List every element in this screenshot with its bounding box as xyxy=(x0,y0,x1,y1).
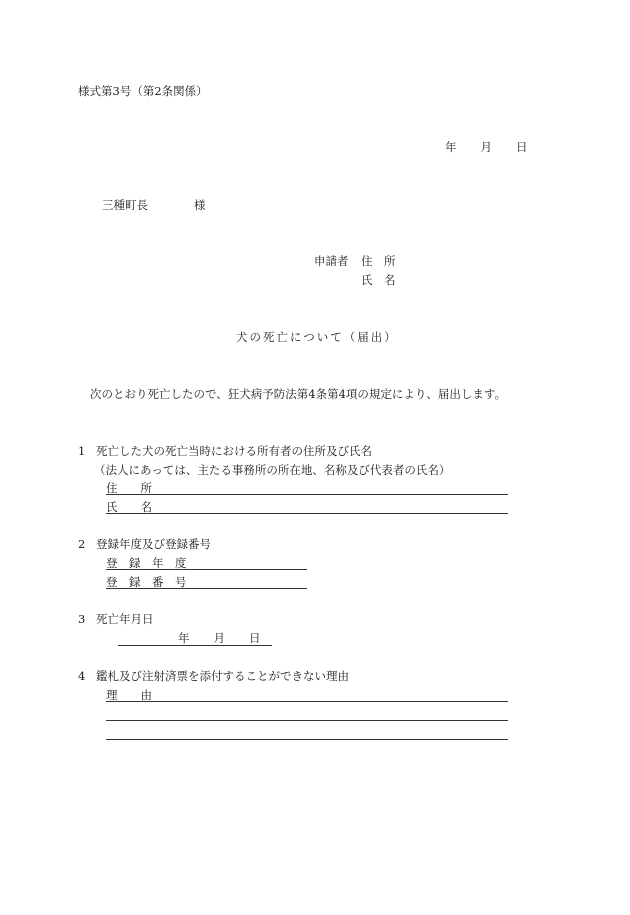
section-1-note: （法人にあっては、主たる事務所の所在地、名称及び代表者の氏名） xyxy=(94,463,451,477)
date-year-label: 年 xyxy=(445,140,457,154)
section-2-heading: 登録年度及び登録番号 xyxy=(96,537,211,551)
section-1-name-label: 氏 名 xyxy=(106,500,152,514)
date-line xyxy=(445,142,528,154)
section-2-year-label: 登 録 年 度 xyxy=(106,556,187,570)
section-1-address-line[interactable] xyxy=(106,494,508,495)
section-3-day-label: 日 xyxy=(249,631,261,645)
section-4-heading: 鑑札及び注射済票を添付することができない理由 xyxy=(96,669,349,683)
section-4-reason-label: 理 由 xyxy=(106,688,152,702)
section-1-address-label: 住 所 xyxy=(106,481,152,495)
section-1-number: 1 xyxy=(78,444,86,458)
section-2-year-line[interactable] xyxy=(106,569,307,570)
section-2-number-label: 登 録 番 号 xyxy=(106,575,187,589)
applicant-address-label: 住 所 xyxy=(361,254,396,268)
section-1-heading: 死亡した犬の死亡当時における所有者の住所及び氏名 xyxy=(96,444,372,458)
applicant-label: 申請者 xyxy=(314,254,349,268)
section-3-date-line[interactable] xyxy=(118,645,272,646)
addressee-name: 三種町長 xyxy=(102,198,148,212)
section-3-heading: 死亡年月日 xyxy=(96,612,154,626)
section-2-number-line[interactable] xyxy=(106,588,307,589)
section-1-name-line[interactable] xyxy=(106,513,508,514)
section-4-reason-line-3[interactable] xyxy=(106,739,508,740)
addressee-honorific: 様 xyxy=(194,198,206,212)
section-4-number: 4 xyxy=(78,669,86,683)
section-3-month-label: 月 xyxy=(213,631,225,645)
section-4-reason-line-1[interactable] xyxy=(106,701,508,702)
body-text: 次のとおり死亡したので、狂犬病予防法第4条第4項の規定により、届出します。 xyxy=(90,387,506,401)
section-3-number: 3 xyxy=(78,612,86,626)
document-title: 犬の死亡について（届出） xyxy=(236,330,398,344)
section-4-reason-line-2[interactable] xyxy=(106,720,508,721)
applicant-name-label: 氏 名 xyxy=(361,273,396,287)
addressee xyxy=(102,200,206,212)
section-2-number: 2 xyxy=(78,537,86,551)
section-3-year-label: 年 xyxy=(178,631,190,645)
date-month-label: 月 xyxy=(480,140,492,154)
form-number: 様式第3号（第2条関係） xyxy=(78,84,208,98)
section-3-date xyxy=(178,633,261,645)
date-day-label: 日 xyxy=(516,140,528,154)
